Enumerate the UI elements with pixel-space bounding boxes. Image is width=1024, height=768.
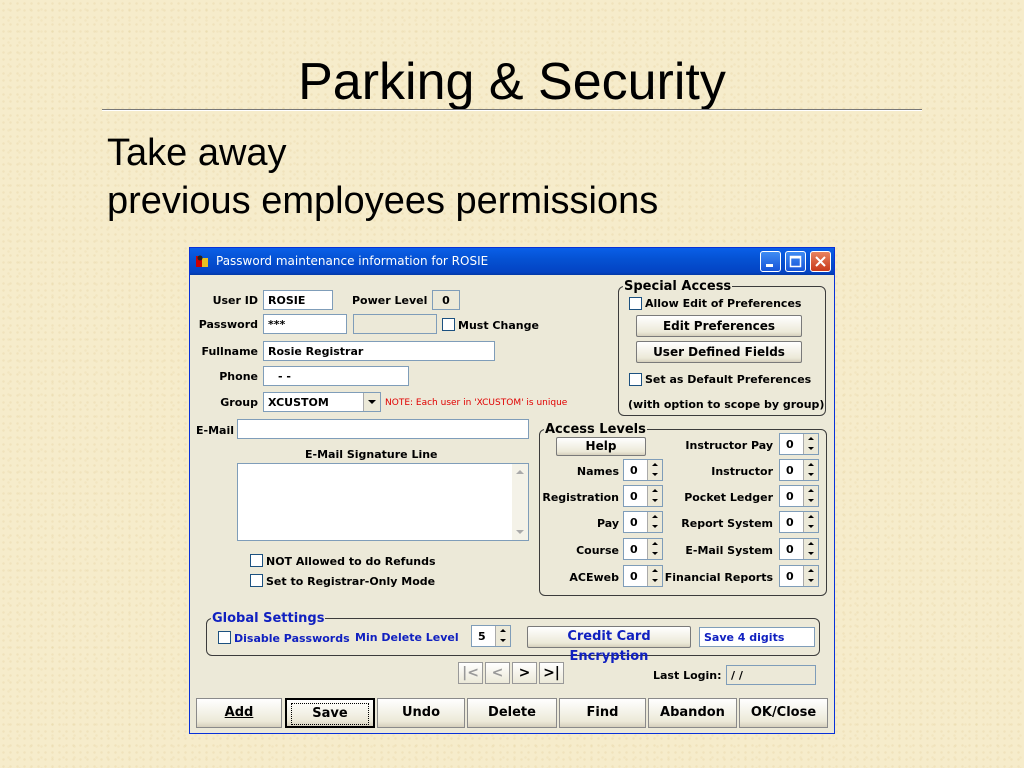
close-icon [811, 252, 830, 271]
must-change-checkbox[interactable] [442, 318, 455, 331]
spinner-arrows-icon[interactable] [803, 460, 818, 480]
access-label-names: Names [576, 465, 619, 478]
first-record-button[interactable]: |< [458, 662, 483, 684]
add-button[interactable] [196, 698, 282, 728]
access-value-email-system: 0 [786, 543, 794, 556]
window-titlebar[interactable] [190, 248, 834, 275]
password-label: Password [198, 318, 258, 331]
subtitle-line-2: previous employees permissions [107, 180, 659, 222]
min-delete-spinner[interactable] [471, 625, 511, 647]
access-label-pay: Pay [596, 517, 619, 530]
special-access-legend: Special Access [624, 279, 732, 294]
access-label-course: Course [576, 544, 619, 557]
access-label-pocket-ledger: Pocket Ledger [684, 491, 773, 504]
access-spinner-instructor[interactable] [779, 459, 819, 481]
email-label: E-Mail [196, 424, 234, 437]
disable-passwords-label: Disable Passwords [234, 632, 350, 645]
no-refunds-checkbox[interactable] [250, 554, 263, 567]
maximize-button[interactable] [785, 251, 806, 272]
access-spinner-pocket-ledger[interactable] [779, 485, 819, 507]
allow-edit-checkbox[interactable] [629, 297, 642, 310]
password-maintenance-window [189, 247, 835, 734]
delete-button[interactable]: Delete [467, 698, 557, 728]
group-label: Group [220, 396, 258, 409]
disable-passwords-checkbox[interactable] [218, 631, 231, 644]
access-value-course: 0 [630, 543, 638, 556]
ok-close-button[interactable]: OK/Close [739, 698, 828, 728]
credit-card-encryption-button[interactable]: Credit Card Encryption [527, 626, 691, 648]
spinner-arrows-icon[interactable] [803, 566, 818, 586]
close-button[interactable] [810, 251, 831, 272]
access-spinner-registration[interactable] [623, 485, 663, 507]
spinner-arrows-icon[interactable] [803, 512, 818, 532]
credit-card-encryption-value: Save 4 digits [699, 627, 815, 647]
default-preferences-checkbox[interactable] [629, 373, 642, 386]
default-preferences-label: Set as Default Preferences [645, 373, 812, 386]
scroll-down-icon[interactable] [516, 530, 524, 534]
spinner-arrows-icon[interactable] [495, 626, 510, 646]
power-level-label: Power Level [352, 294, 428, 307]
save-button[interactable] [285, 698, 375, 728]
prev-record-button[interactable]: < [485, 662, 510, 684]
group-select[interactable] [263, 392, 381, 412]
window-title: Password maintenance information for ROSIE [216, 254, 489, 268]
must-change-label: Must Change [458, 319, 539, 332]
next-record-button[interactable]: > [512, 662, 537, 684]
spinner-arrows-icon[interactable] [803, 434, 818, 454]
app-icon [195, 254, 210, 269]
find-button[interactable]: Find [559, 698, 646, 728]
access-value-aceweb: 0 [630, 570, 638, 583]
scope-note: (with option to scope by group) [628, 398, 825, 411]
group-select-value: XCUSTOM [268, 396, 329, 409]
access-value-report-system: 0 [786, 516, 794, 529]
user-id-label: User ID [212, 294, 258, 307]
phone-label: Phone [219, 370, 258, 383]
access-label-financial-reports: Financial Reports [664, 571, 773, 584]
access-value-instructor: 0 [786, 464, 794, 477]
scroll-up-icon[interactable] [516, 470, 524, 474]
password-confirm-field [353, 314, 437, 334]
global-settings-legend: Global Settings [212, 611, 325, 626]
access-label-aceweb: ACEweb [569, 571, 619, 584]
registrar-only-label: Set to Registrar-Only Mode [266, 575, 436, 588]
fullname-field[interactable]: Rosie Registrar [263, 341, 495, 361]
user-id-field[interactable]: ROSIE [263, 290, 333, 310]
minimize-icon [761, 252, 780, 271]
title-divider [102, 109, 922, 111]
fullname-label: Fullname [201, 345, 258, 358]
help-button[interactable]: Help [556, 437, 646, 456]
access-spinner-pay[interactable] [623, 511, 663, 533]
access-label-registration: Registration [542, 491, 619, 504]
signature-scrollbar[interactable] [512, 464, 528, 540]
password-field[interactable]: *** [263, 314, 347, 334]
access-label-email-system: E-Mail System [685, 544, 773, 557]
access-spinner-financial-reports[interactable] [779, 565, 819, 587]
email-field[interactable] [237, 419, 529, 439]
group-note: NOTE: Each user in 'XCUSTOM' is unique [385, 398, 568, 408]
registrar-only-checkbox[interactable] [250, 574, 263, 587]
last-login-value: / / [726, 665, 816, 685]
access-value-registration: 0 [630, 490, 638, 503]
edit-preferences-button[interactable]: Edit Preferences [636, 315, 802, 337]
access-spinner-aceweb[interactable] [623, 565, 663, 587]
access-value-financial-reports: 0 [786, 570, 794, 583]
access-label-instructor-pay: Instructor Pay [685, 439, 773, 452]
access-label-report-system: Report System [681, 517, 773, 530]
subtitle-line-1: Take away [107, 132, 287, 174]
access-spinner-instructor-pay[interactable] [779, 433, 819, 455]
min-delete-value: 5 [478, 630, 486, 643]
user-defined-fields-button[interactable]: User Defined Fields [636, 341, 802, 363]
slide-title: Parking & Security [298, 53, 726, 111]
phone-field[interactable]: - - [263, 366, 409, 386]
allow-edit-label: Allow Edit of Preferences [645, 297, 802, 310]
last-login-label: Last Login: [653, 669, 722, 682]
access-value-names: 0 [630, 464, 638, 477]
undo-button[interactable]: Undo [377, 698, 465, 728]
access-value-pay: 0 [630, 516, 638, 529]
access-spinner-course[interactable] [623, 538, 663, 560]
abandon-button[interactable]: Abandon [648, 698, 737, 728]
spinner-arrows-icon[interactable] [803, 486, 818, 506]
min-delete-label: Min Delete Level [355, 631, 459, 644]
access-label-instructor: Instructor [711, 465, 773, 478]
access-value-instructor-pay: 0 [786, 438, 794, 451]
spinner-arrows-icon[interactable] [803, 539, 818, 559]
access-spinner-report-system[interactable] [779, 511, 819, 533]
access-spinner-email-system[interactable] [779, 538, 819, 560]
minimize-button[interactable] [760, 251, 781, 272]
signature-textarea[interactable] [237, 463, 529, 541]
maximize-icon [786, 252, 805, 271]
chevron-down-icon[interactable] [363, 393, 380, 411]
access-spinner-names[interactable] [623, 459, 663, 481]
add-button-label: Add [224, 705, 254, 720]
power-level-field: 0 [432, 290, 460, 310]
access-value-pocket-ledger: 0 [786, 490, 794, 503]
save-button-label: Save [291, 703, 368, 725]
last-record-button[interactable]: >| [539, 662, 564, 684]
access-levels-legend: Access Levels [545, 422, 646, 437]
no-refunds-label: NOT Allowed to do Refunds [266, 555, 436, 568]
signature-label: E-Mail Signature Line [305, 448, 438, 461]
